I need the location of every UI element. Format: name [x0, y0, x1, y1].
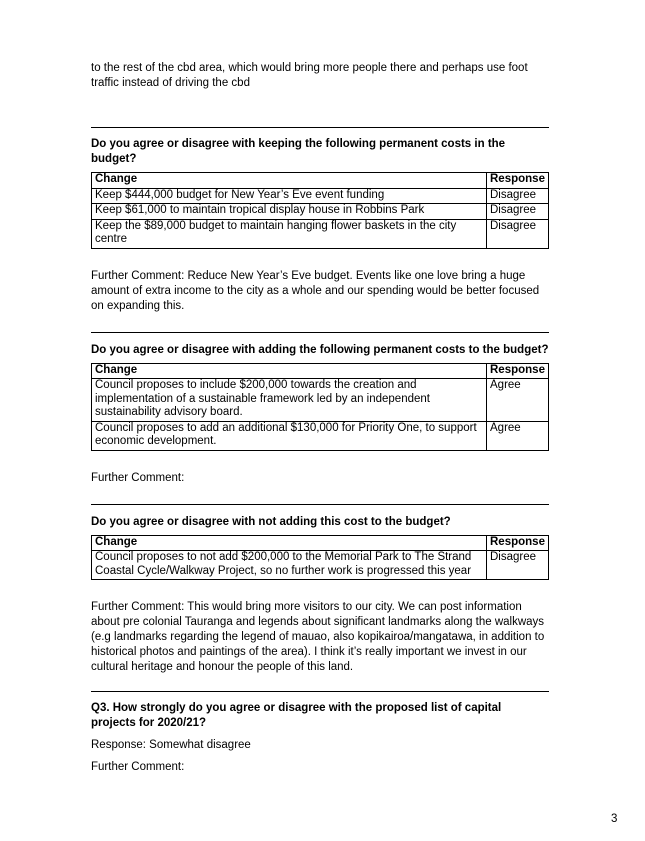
change-cell: Keep $444,000 budget for New Year’s Eve event funding — [92, 188, 487, 204]
response-cell: Disagree — [487, 204, 549, 220]
section-question: Do you agree or disagree with adding the following permanent costs to the budget? — [91, 343, 549, 356]
change-cell: Keep $61,000 to maintain tropical display house in Robbins Park — [92, 204, 487, 220]
section-divider — [91, 332, 549, 333]
further-comment: Further Comment: — [91, 471, 185, 484]
intro-text: to the rest of the cbd area, which would bring more people there and perhaps use foot traffic instead of driving the cbd — [91, 62, 528, 89]
further-comment: Further Comment: This would bring more visitors to our city. We can post information about pre colonial Tauranga and legends about significant landmarks along the walkways (e.g landmarks regarding the legend of mauao, also kopikairoa/mangatawa, in addition to historical photos and paintings of the area). I think it’s really important we invest in our cultural heritage and honour the people of this land. — [91, 601, 545, 673]
table-header-row — [92, 363, 549, 379]
section-divider — [91, 127, 549, 128]
table-row — [92, 551, 549, 580]
response-cell: Disagree — [487, 188, 549, 204]
change-cell: Council proposes to include $200,000 towards the creation and implementation of a sustainable framework led by an independent sustainability advisory board. — [92, 379, 487, 422]
section-question: Do you agree or disagree with not adding this cost to the budget? — [91, 515, 451, 528]
column-header-response: Response — [487, 363, 549, 379]
response-cell: Disagree — [487, 551, 549, 580]
page-number: 3 — [611, 813, 618, 825]
section-divider — [91, 504, 549, 505]
table-header-row — [92, 173, 549, 189]
table-header-row — [92, 535, 549, 551]
column-header-change: Change — [92, 535, 487, 551]
column-header-response: Response — [487, 173, 549, 189]
table-row — [92, 204, 549, 220]
further-comment: Further Comment: Reduce New Year’s Eve budget. Events like one love bring a huge amount of extra income to the city as a whole and our spending would be better focused on expanding this. — [91, 269, 540, 312]
document-page — [91, 61, 549, 775]
column-header-change: Change — [92, 173, 487, 189]
response-cell: Agree — [487, 421, 549, 450]
column-header-change: Change — [92, 363, 487, 379]
table-row — [92, 421, 549, 450]
response-cell: Disagree — [487, 219, 549, 248]
change-cell: Council proposes to not add $200,000 to the Memorial Park to The Strand Coastal Cycle/Walkway Project, so no further work is progressed this year — [92, 551, 487, 580]
change-response-table — [91, 363, 549, 451]
change-cell: Keep the $89,000 budget to maintain hanging flower baskets in the city centre — [92, 219, 487, 248]
response-cell: Agree — [487, 379, 549, 422]
change-response-table — [91, 535, 549, 581]
change-response-table — [91, 172, 549, 249]
q3-response: Response: Somewhat disagree — [91, 739, 251, 751]
section-question: Do you agree or disagree with keeping the following permanent costs in the budget? — [91, 138, 506, 165]
column-header-response: Response — [487, 535, 549, 551]
table-row — [92, 219, 549, 248]
table-row — [92, 188, 549, 204]
q3-further-comment: Further Comment: — [91, 761, 185, 773]
table-row — [92, 379, 549, 422]
q3-question: Q3. How strongly do you agree or disagree with the proposed list of capital projects for 2020/21? — [91, 702, 502, 729]
change-cell: Council proposes to add an additional $130,000 for Priority One, to support economic development. — [92, 421, 487, 450]
section-divider — [91, 691, 549, 692]
